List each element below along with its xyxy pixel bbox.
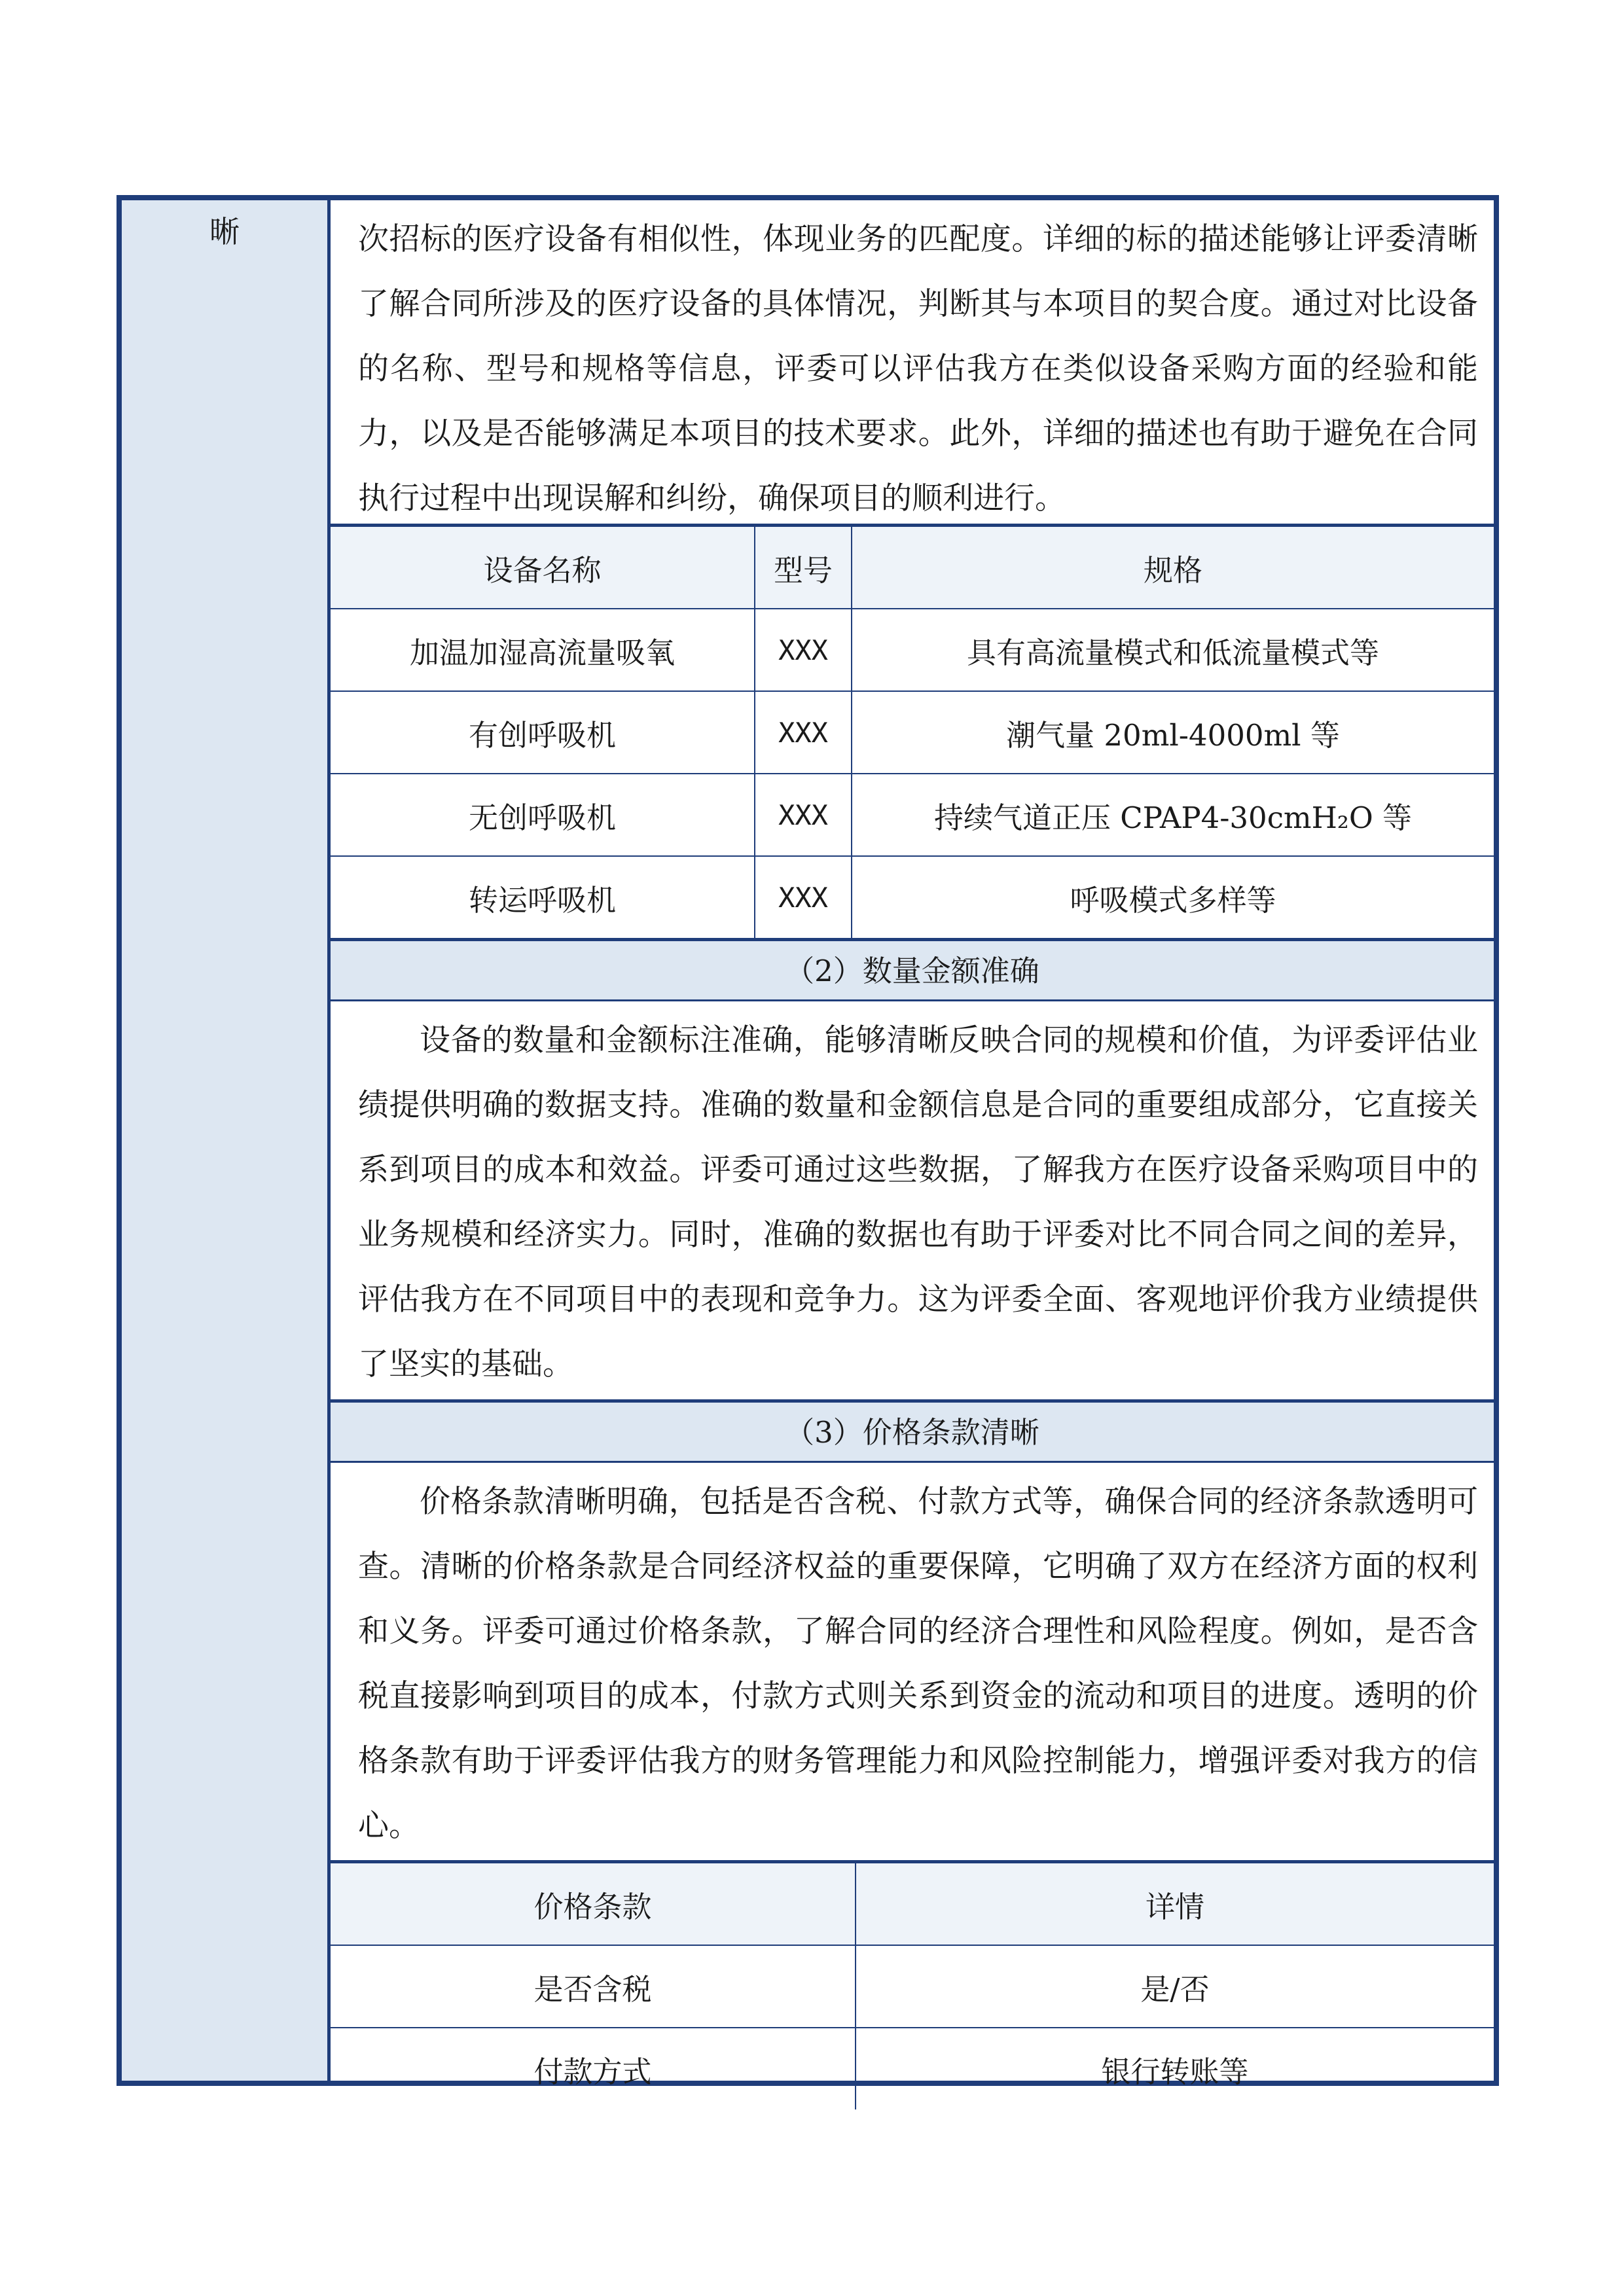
price-term: 是否含税 [331,1945,856,2028]
device-model: XXX [755,856,852,938]
left-label-column [122,200,331,2081]
intro-paragraph: 次招标的医疗设备有相似性，体现业务的匹配度。详细的标的描述能够让评委清晰了解合同所涉及的医疗设备的具体情况，判断其与本项目的契合度。通过对比设备的名称、型号和规格等信息，评委可以评估我方在类似设备采购方面的经验和能力，以及是否能够满足本项目的技术要求。此外，详细的描述也有助于避免在合同执行过程中出现误解和纠纷，确保项目的顺利进行。 [358,221,1478,516]
table-row [331,2028,1494,2109]
price-term: 付款方式 [331,2028,856,2109]
section2-body-cell [331,1001,1494,1403]
device-name: 无创呼吸机 [331,774,755,856]
device-name: 加温加湿高流量吸氧 [331,609,755,691]
device-spec: 具有高流量模式和低流量模式等 [852,609,1494,691]
section3-title: （3）价格条款清晰 [331,1403,1494,1463]
device-model: XXX [755,691,852,774]
table-row [331,1945,1494,2028]
header-model: 型号 [755,527,852,609]
header-price-term: 价格条款 [331,1863,856,1945]
device-spec: 持续气道正压 CPAP4-30cmH₂O 等 [852,774,1494,856]
table-row [331,856,1494,938]
equipment-table-header [331,527,1494,609]
price-detail: 银行转账等 [1101,2054,1249,2089]
header-details: 详情 [856,1863,1494,1945]
section3-body: 价格条款清晰明确，包括是否含税、付款方式等，确保合同的经济条款透明可查。清晰的价格条款是合同经济权益的重要保障，它明确了双方在经济方面的权利和义务。评委可通过价格条款，了解合同的经济合理性和风险程度。例如，是否含税直接影响到项目的成本，付款方式则关系到资金的流动和项目的进度。透明的价格条款有助于评委评估我方的财务管理能力和风险控制能力，增强评委对我方的信心。 [358,1484,1478,1844]
main-table [117,195,1499,2089]
content-column [331,200,1494,2089]
table-row [331,774,1494,856]
device-model: XXX [755,774,852,856]
price-table-header [331,1863,1494,1945]
table-row [331,691,1494,774]
device-model: XXX [755,609,852,691]
device-spec: 呼吸模式多样等 [1070,882,1276,918]
equipment-table [331,527,1494,938]
table-row [331,609,1494,691]
equipment-table-cell [331,527,1494,941]
header-spec: 规格 [852,527,1494,609]
device-name: 转运呼吸机 [331,856,755,938]
header-device-name: 设备名称 [331,527,755,609]
price-detail: 是/否 [856,1945,1494,2028]
device-name: 有创呼吸机 [331,691,755,774]
price-table [331,1863,1494,2109]
intro-paragraph-cell [331,200,1494,527]
section2-body: 设备的数量和金额标注准确，能够清晰反映合同的规模和价值，为评委评估业绩提供明确的数据支持。准确的数量和金额信息是合同的重要组成部分，它直接关系到项目的成本和效益。评委可通过这些数据，了解我方在医疗设备采购项目中的业务规模和经济实力。同时，准确的数据也有助于评委对比不同合同之间的差异，评估我方在不同项目中的表现和竞争力。这为评委全面、客观地评价我方业绩提供了坚实的基础。 [358,1022,1478,1382]
section2-title: （2）数量金额准确 [331,941,1494,1001]
section3-body-cell [331,1463,1494,1863]
price-table-cell [331,1863,1494,2109]
device-spec: 潮气量 20ml-4000ml 等 [852,691,1494,774]
left-label: 晰 [209,214,240,249]
